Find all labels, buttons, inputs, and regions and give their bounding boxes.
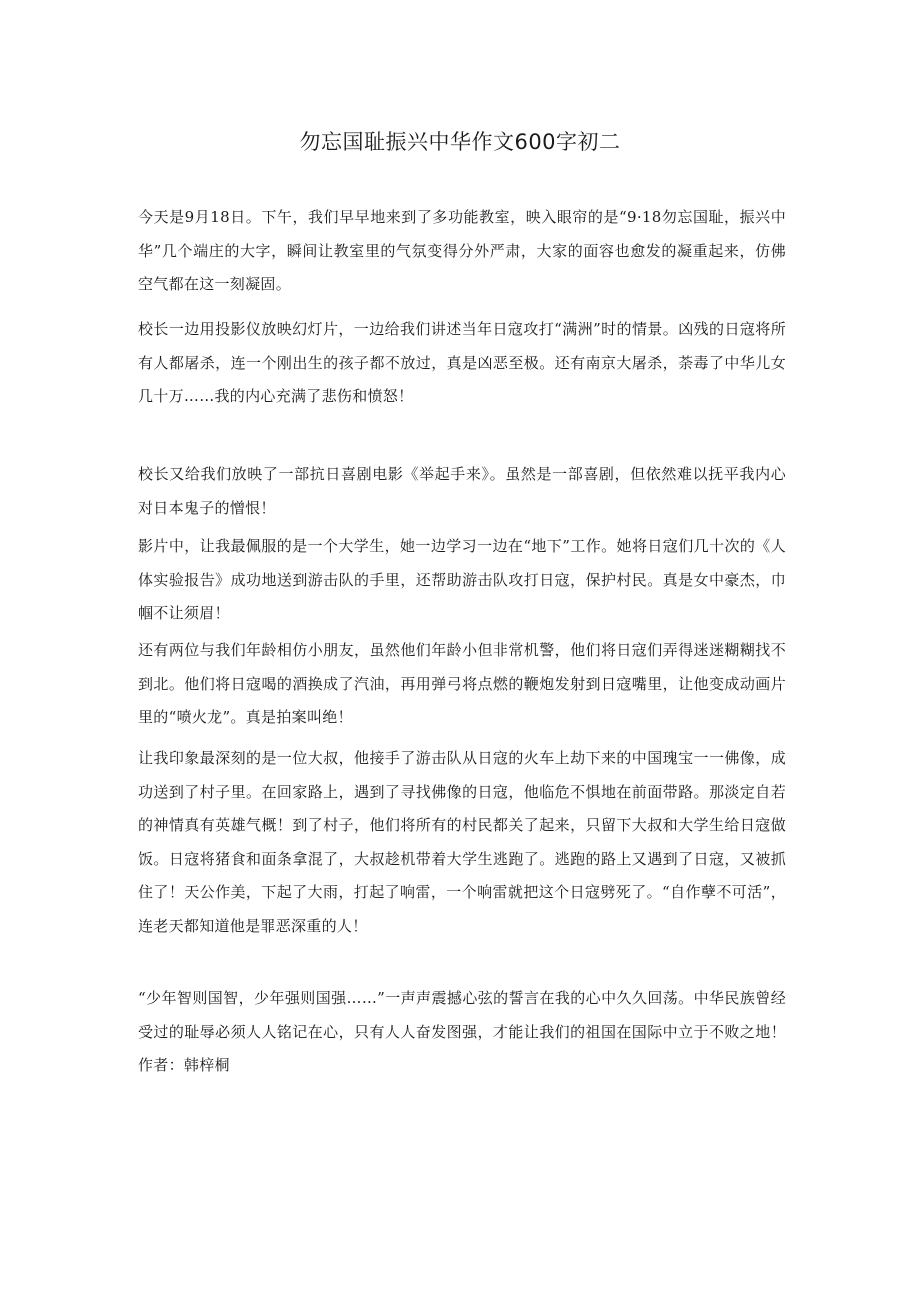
paragraph-conclusion: “少年智则国智，少年强则国强……”一声声震撼心弦的誓言在我的心中久久回荡。中华民族曾经受过的耻辱必须人人铭记在心，只有人人奋发图强，才能让我们的祖国在国际中立于不败之地！作者：韩梓桐 (138, 989, 786, 1074)
paragraph-student: 影片中，让我最佩服的是一个大学生，她一边学习一边在“地下”工作。她将日寇们几十次的《人体实验报告》成功地送到游击队的手里，还帮助游击队攻打日寇，保护村民。真是女中豪杰，巾帼不让须眉！ (138, 537, 786, 622)
paragraph-intro: 今天是9月18日。下午，我们早早地来到了多功能教室，映入眼帘的是“9·18勿忘国耻，振兴中华”几个端庄的大字，瞬间让教室里的气氛变得分外严肃，大家的面容也愈发的凝重起来，仿佛空气都在这一刻凝固。 (138, 208, 786, 293)
paragraph-slides: 校长一边用投影仪放映幻灯片，一边给我们讲述当年日寇攻打“满洲”时的情景。凶残的日寇将所有人都屠杀，连一个刚出生的孩子都不放过，真是凶恶至极。还有南京大屠杀，荼毒了中华儿女几十万……我的内心充满了悲伤和愤怒！ (138, 320, 786, 405)
paragraph-movie: 校长又给我们放映了一部抗日喜剧电影《举起手来》。虽然是一部喜剧，但依然难以抚平我内心对日本鬼子的憎恨！ (138, 465, 786, 517)
document-title: 勿忘国耻振兴中华作文600字初二 (299, 130, 621, 154)
paragraph-kids: 还有两位与我们年龄相仿小朋友，虽然他们年龄小但非常机警，他们将日寇们弄得迷迷糊糊找不到北。他们将日寇喝的酒换成了汽油，再用弹弓将点燃的鞭炮发射到日寇嘴里，让他变成动画片里的“喷火龙”。真是拍案叫绝！ (138, 641, 786, 726)
paragraph-uncle: 让我印象最深刻的是一位大叔，他接手了游击队从日寇的火车上劫下来的中国瑰宝一一佛像，成功送到了村子里。在回家路上，遇到了寻找佛像的日寇，他临危不惧地在前面带路。那淡定自若的神情真有英雄气概！到了村子，他们将所有的村民都关了起来，只留下大叔和大学生给日寇做饭。日寇将猪食和面条拿混了，大叔趁机带着大学生逃跑了。逃跑的路上又遇到了日寇，又被抓住了！天公作美，下起了大雨，打起了响雷，一个响雷就把这个日寇劈死了。“自作孽不可活”，连老天都知道他是罪恶深重的人！ (138, 749, 786, 935)
